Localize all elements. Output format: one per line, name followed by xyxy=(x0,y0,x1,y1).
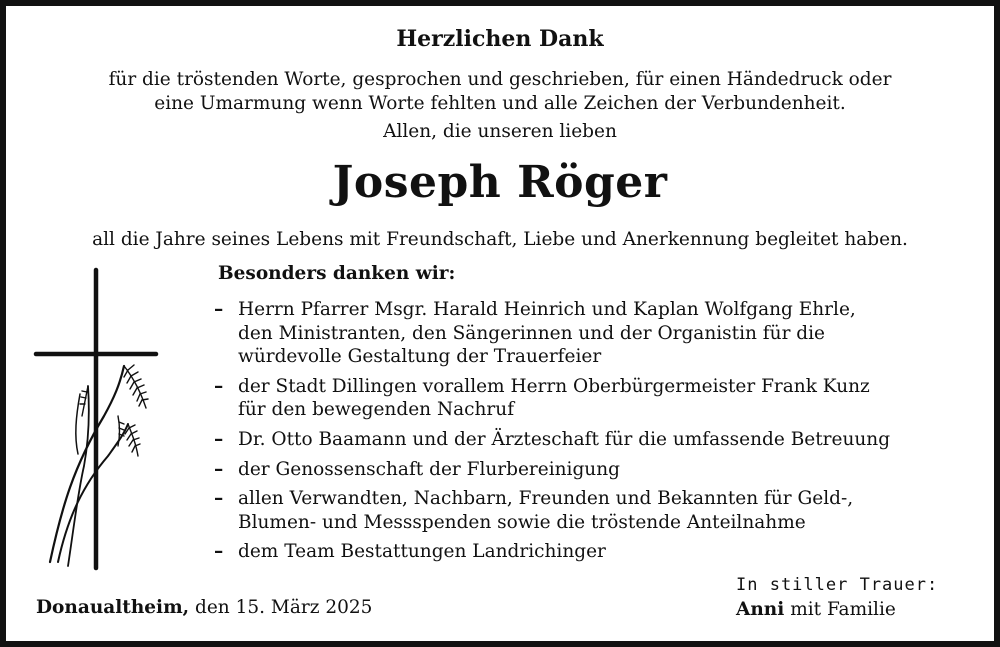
thanks-list xyxy=(214,298,954,570)
dash-bullet: – xyxy=(214,375,224,397)
thanks-item xyxy=(214,540,954,564)
dash-bullet: – xyxy=(214,299,224,320)
dash-bullet: – xyxy=(214,541,224,563)
thanks-line: Blumen- und Messspenden sowie die tröstende Anteilnahme xyxy=(238,511,806,533)
dash-bullet: – xyxy=(214,428,224,450)
date: den 15. März 2025 xyxy=(195,597,373,618)
signature xyxy=(736,598,896,622)
thanks-line: Dr. Otto Baamann und der Ärzteschaft für die umfassende Betreuung xyxy=(238,428,891,450)
signer-name: Anni xyxy=(736,599,785,620)
dash-bullet: – xyxy=(214,488,224,510)
intro-line: für die tröstenden Worte, gesprochen und geschrieben, für einen Händedruck oder xyxy=(108,69,892,90)
thanks-line: den Ministranten, den Sängerinnen und der Organistin für die xyxy=(238,322,825,344)
thanks-item xyxy=(214,428,954,452)
years-line: all die Jahre seines Lebens mit Freundschaft, Liebe und Anerkennung begleitet haben. xyxy=(92,229,908,250)
place: Donaualtheim, xyxy=(36,597,190,618)
allen-line: Allen, die unseren lieben xyxy=(383,121,617,142)
thanks-item xyxy=(214,458,954,482)
thanks-line: Herrn Pfarrer Msgr. Harald Heinrich und Kaplan Wolfgang Ehrle, xyxy=(238,299,856,320)
dash-bullet: – xyxy=(214,458,224,480)
thanks-heading: Besonders danken wir: xyxy=(218,263,456,284)
thanks-line: allen Verwandten, Nachbarn, Freunden und Bekannten für Geld-, xyxy=(238,488,854,510)
signer-rest: mit Familie xyxy=(790,599,896,620)
thanks-line: der Stadt Dillingen vorallem Herrn Oberbürgermeister Frank Kunz xyxy=(238,375,870,397)
intro-text xyxy=(0,68,1000,116)
intro-line: eine Umarmung wenn Worte fehlten und alle Zeichen der Verbundenheit. xyxy=(154,93,846,114)
thanks-line: für den bewegenden Nachruf xyxy=(238,399,515,421)
cross-with-wheat-icon xyxy=(28,266,164,572)
deceased-name: Joseph Röger xyxy=(332,157,668,208)
thanks-line: der Genossenschaft der Flurbereinigung xyxy=(238,458,620,480)
notice-heading: Herzlichen Dank xyxy=(396,26,604,52)
mourning-line: In stiller Trauer: xyxy=(736,575,939,595)
thanks-line: dem Team Bestattungen Landrichinger xyxy=(238,541,606,563)
thanks-item xyxy=(214,298,954,369)
thanks-item xyxy=(214,487,954,534)
place-date xyxy=(36,596,372,620)
thanks-item xyxy=(214,375,954,422)
thanks-line: würdevolle Gestaltung der Trauerfeier xyxy=(238,346,602,368)
